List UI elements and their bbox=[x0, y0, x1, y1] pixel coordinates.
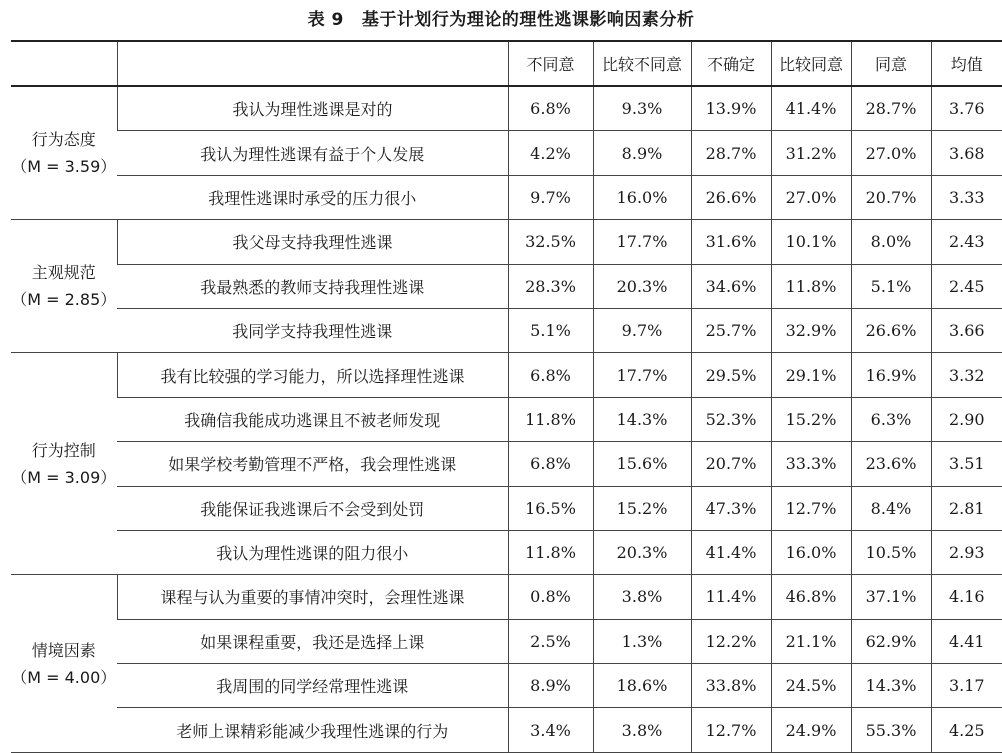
table-header bbox=[11, 41, 1002, 86]
value-cell-mean: 3.32 bbox=[931, 353, 1002, 397]
value-cell-uncertain: 11.4% bbox=[691, 575, 771, 619]
value-cell-somewhat-disagree: 15.6% bbox=[593, 442, 691, 486]
value-cell-somewhat-disagree: 16.0% bbox=[593, 175, 691, 219]
value-cell-somewhat-agree: 32.9% bbox=[771, 308, 851, 352]
value-cell-somewhat-agree: 46.8% bbox=[771, 575, 851, 619]
dimension-cell bbox=[11, 220, 117, 353]
value-cell-uncertain: 34.6% bbox=[691, 264, 771, 308]
value-cell-agree: 26.6% bbox=[851, 308, 931, 352]
header-item bbox=[117, 41, 508, 86]
value-cell-disagree: 6.8% bbox=[508, 86, 593, 131]
value-cell-agree: 28.7% bbox=[851, 86, 931, 131]
value-cell-somewhat-disagree: 9.3% bbox=[593, 86, 691, 131]
value-cell-uncertain: 12.7% bbox=[691, 708, 771, 752]
item-cell: 我能保证我逃课后不会受到处罚 bbox=[117, 486, 508, 530]
value-cell-disagree: 5.1% bbox=[508, 308, 593, 352]
value-cell-agree: 16.9% bbox=[851, 353, 931, 397]
header-somewhat-agree: 比较同意 bbox=[771, 41, 851, 86]
header-row bbox=[11, 41, 1002, 86]
value-cell-somewhat-disagree: 17.7% bbox=[593, 353, 691, 397]
value-cell-mean: 2.43 bbox=[931, 220, 1002, 264]
value-cell-disagree: 28.3% bbox=[508, 264, 593, 308]
value-cell-somewhat-disagree: 9.7% bbox=[593, 308, 691, 352]
value-cell-agree: 27.0% bbox=[851, 131, 931, 175]
dimension-name: 行为态度 bbox=[31, 130, 96, 150]
item-cell: 我父母支持我理性逃课 bbox=[117, 220, 508, 264]
table-row bbox=[11, 486, 1002, 530]
value-cell-mean: 2.45 bbox=[931, 264, 1002, 308]
value-cell-disagree: 32.5% bbox=[508, 220, 593, 264]
value-cell-agree: 5.1% bbox=[851, 264, 931, 308]
value-cell-uncertain: 33.8% bbox=[691, 664, 771, 708]
item-cell: 我理性逃课时承受的压力很小 bbox=[117, 175, 508, 219]
value-cell-disagree: 6.8% bbox=[508, 442, 593, 486]
dimension-name: 情境因素 bbox=[31, 640, 96, 660]
value-cell-uncertain: 47.3% bbox=[691, 486, 771, 530]
table-row bbox=[11, 308, 1002, 352]
dimension-cell bbox=[11, 575, 117, 753]
value-cell-disagree: 3.4% bbox=[508, 708, 593, 752]
value-cell-agree: 20.7% bbox=[851, 175, 931, 219]
dimension-mean: （M = 4.00） bbox=[11, 667, 117, 687]
value-cell-somewhat-agree: 41.4% bbox=[771, 86, 851, 131]
dimension-cell bbox=[11, 86, 117, 220]
dimension-cell bbox=[11, 353, 117, 575]
header-somewhat-disagree: 比较不同意 bbox=[593, 41, 691, 86]
value-cell-uncertain: 12.2% bbox=[691, 619, 771, 663]
table-row bbox=[11, 86, 1002, 131]
value-cell-somewhat-agree: 24.9% bbox=[771, 708, 851, 752]
value-cell-agree: 23.6% bbox=[851, 442, 931, 486]
item-cell: 如果课程重要，我还是选择上课 bbox=[117, 619, 508, 663]
item-cell: 老师上课精彩能减少我理性逃课的行为 bbox=[117, 708, 508, 752]
dimension-mean: （M = 3.09） bbox=[11, 467, 117, 487]
dimension-mean: （M = 3.59） bbox=[11, 157, 117, 177]
table-row bbox=[11, 530, 1002, 574]
header-agree: 同意 bbox=[851, 41, 931, 86]
table-row bbox=[11, 220, 1002, 264]
table-row bbox=[11, 175, 1002, 219]
table-body bbox=[11, 86, 1002, 752]
value-cell-mean: 4.25 bbox=[931, 708, 1002, 752]
item-cell: 我最熟悉的教师支持我理性逃课 bbox=[117, 264, 508, 308]
table-number: 表 9 bbox=[307, 10, 344, 30]
table-caption bbox=[0, 0, 1002, 40]
value-cell-disagree: 2.5% bbox=[508, 619, 593, 663]
dimension-name: 主观规范 bbox=[31, 263, 96, 283]
table-row bbox=[11, 131, 1002, 175]
value-cell-mean: 3.68 bbox=[931, 131, 1002, 175]
value-cell-agree: 62.9% bbox=[851, 619, 931, 663]
table-row bbox=[11, 575, 1002, 619]
value-cell-mean: 3.17 bbox=[931, 664, 1002, 708]
header-mean: 均值 bbox=[931, 41, 1002, 86]
value-cell-somewhat-disagree: 1.3% bbox=[593, 619, 691, 663]
value-cell-agree: 6.3% bbox=[851, 397, 931, 441]
value-cell-somewhat-disagree: 17.7% bbox=[593, 220, 691, 264]
table-row bbox=[11, 619, 1002, 663]
item-cell: 我同学支持我理性逃课 bbox=[117, 308, 508, 352]
table-row bbox=[11, 353, 1002, 397]
value-cell-somewhat-agree: 29.1% bbox=[771, 353, 851, 397]
header-dimension bbox=[11, 41, 117, 86]
value-cell-uncertain: 25.7% bbox=[691, 308, 771, 352]
value-cell-somewhat-agree: 10.1% bbox=[771, 220, 851, 264]
value-cell-uncertain: 29.5% bbox=[691, 353, 771, 397]
table-row bbox=[11, 664, 1002, 708]
value-cell-somewhat-disagree: 8.9% bbox=[593, 131, 691, 175]
value-cell-somewhat-agree: 12.7% bbox=[771, 486, 851, 530]
value-cell-mean: 3.33 bbox=[931, 175, 1002, 219]
value-cell-somewhat-agree: 24.5% bbox=[771, 664, 851, 708]
table-row bbox=[11, 264, 1002, 308]
item-cell: 我确信我能成功逃课且不被老师发现 bbox=[117, 397, 508, 441]
value-cell-agree: 10.5% bbox=[851, 530, 931, 574]
value-cell-agree: 8.4% bbox=[851, 486, 931, 530]
item-cell: 我有比较强的学习能力，所以选择理性逃课 bbox=[117, 353, 508, 397]
item-cell: 我认为理性逃课的阻力很小 bbox=[117, 530, 508, 574]
value-cell-agree: 8.0% bbox=[851, 220, 931, 264]
value-cell-somewhat-agree: 21.1% bbox=[771, 619, 851, 663]
factor-analysis-table bbox=[11, 40, 1002, 753]
table-row bbox=[11, 708, 1002, 752]
value-cell-mean: 3.51 bbox=[931, 442, 1002, 486]
value-cell-somewhat-disagree: 3.8% bbox=[593, 708, 691, 752]
value-cell-somewhat-disagree: 18.6% bbox=[593, 664, 691, 708]
value-cell-uncertain: 52.3% bbox=[691, 397, 771, 441]
value-cell-somewhat-agree: 27.0% bbox=[771, 175, 851, 219]
value-cell-uncertain: 41.4% bbox=[691, 530, 771, 574]
item-cell: 如果学校考勤管理不严格，我会理性逃课 bbox=[117, 442, 508, 486]
value-cell-somewhat-agree: 11.8% bbox=[771, 264, 851, 308]
value-cell-somewhat-disagree: 20.3% bbox=[593, 530, 691, 574]
value-cell-somewhat-disagree: 14.3% bbox=[593, 397, 691, 441]
value-cell-disagree: 11.8% bbox=[508, 530, 593, 574]
value-cell-agree: 37.1% bbox=[851, 575, 931, 619]
value-cell-uncertain: 28.7% bbox=[691, 131, 771, 175]
dimension-name: 行为控制 bbox=[31, 440, 96, 460]
value-cell-mean: 2.90 bbox=[931, 397, 1002, 441]
header-uncertain: 不确定 bbox=[691, 41, 771, 86]
value-cell-uncertain: 31.6% bbox=[691, 220, 771, 264]
item-cell: 我认为理性逃课是对的 bbox=[117, 86, 508, 131]
item-cell: 我认为理性逃课有益于个人发展 bbox=[117, 131, 508, 175]
value-cell-mean: 3.76 bbox=[931, 86, 1002, 131]
value-cell-uncertain: 20.7% bbox=[691, 442, 771, 486]
value-cell-somewhat-agree: 31.2% bbox=[771, 131, 851, 175]
value-cell-somewhat-agree: 15.2% bbox=[771, 397, 851, 441]
value-cell-somewhat-agree: 16.0% bbox=[771, 530, 851, 574]
value-cell-disagree: 16.5% bbox=[508, 486, 593, 530]
value-cell-agree: 55.3% bbox=[851, 708, 931, 752]
value-cell-disagree: 9.7% bbox=[508, 175, 593, 219]
value-cell-mean: 4.16 bbox=[931, 575, 1002, 619]
value-cell-disagree: 6.8% bbox=[508, 353, 593, 397]
value-cell-mean: 4.41 bbox=[931, 619, 1002, 663]
value-cell-disagree: 4.2% bbox=[508, 131, 593, 175]
table-title: 基于计划行为理论的理性逃课影响因素分析 bbox=[361, 10, 695, 30]
value-cell-somewhat-agree: 33.3% bbox=[771, 442, 851, 486]
item-cell: 课程与认为重要的事情冲突时，会理性逃课 bbox=[117, 575, 508, 619]
value-cell-disagree: 8.9% bbox=[508, 664, 593, 708]
value-cell-somewhat-disagree: 15.2% bbox=[593, 486, 691, 530]
dimension-mean: （M = 2.85） bbox=[11, 290, 117, 310]
item-cell: 我周围的同学经常理性逃课 bbox=[117, 664, 508, 708]
value-cell-somewhat-disagree: 20.3% bbox=[593, 264, 691, 308]
value-cell-somewhat-disagree: 3.8% bbox=[593, 575, 691, 619]
value-cell-uncertain: 26.6% bbox=[691, 175, 771, 219]
table-row bbox=[11, 442, 1002, 486]
value-cell-disagree: 0.8% bbox=[508, 575, 593, 619]
table-row bbox=[11, 397, 1002, 441]
value-cell-disagree: 11.8% bbox=[508, 397, 593, 441]
value-cell-mean: 2.81 bbox=[931, 486, 1002, 530]
value-cell-mean: 2.93 bbox=[931, 530, 1002, 574]
value-cell-uncertain: 13.9% bbox=[691, 86, 771, 131]
header-disagree: 不同意 bbox=[508, 41, 593, 86]
value-cell-agree: 14.3% bbox=[851, 664, 931, 708]
value-cell-mean: 3.66 bbox=[931, 308, 1002, 352]
